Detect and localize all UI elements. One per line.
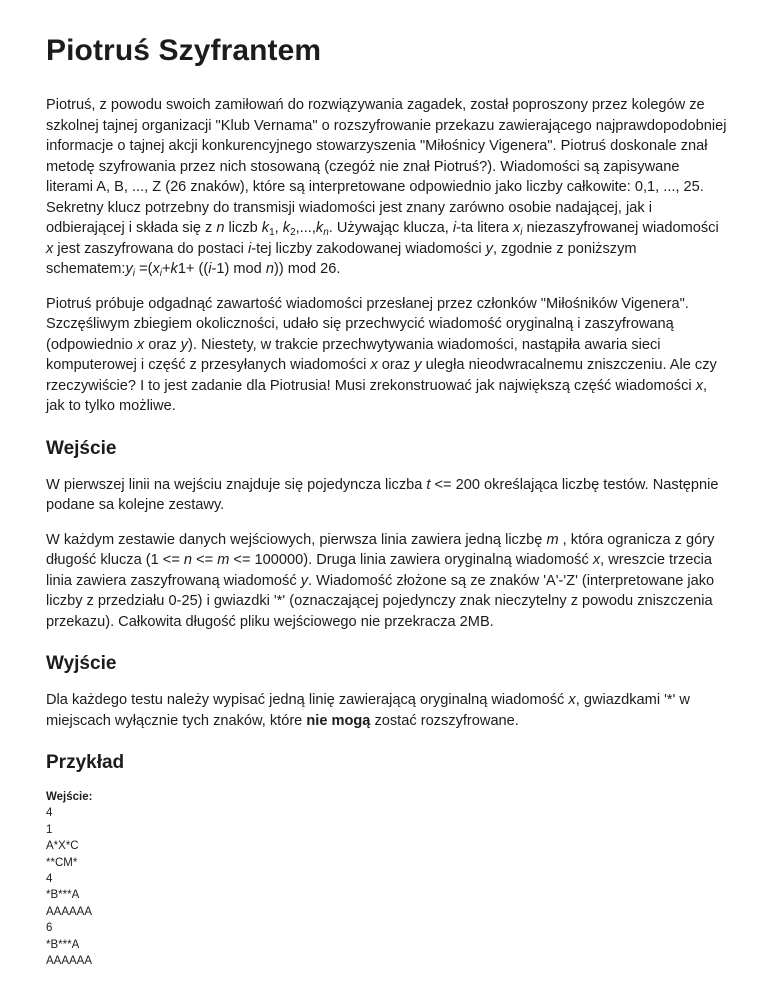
example-line: *B***A (46, 938, 80, 951)
output-paragraph: Dla każdego testu należy wypisać jedną linię zawierającą oryginalną wiadomość x, gwiazdkami '*' w miejscach wyłącznie tych znaków, które nie mogą zostać rozszyfrowane. (46, 692, 690, 729)
example-input-label: Wejście: (46, 791, 93, 803)
intro-paragraph: Piotruś, z powodu swoich zamiłowań do rozwiązywania zagadek, został poproszony przez kolegów ze szkolnej tajnej organizacji "Klub Vernama" o rozszyfrowanie przekazu zawierającego najprawdopodobniej informacje o tajnej akcji konkurencyjnego stowarzyszenia "Miłośnicy Vigenera". Piotruś doskonale znał metodę szyfrowania przez nich stosowaną (czegóż nie znał Piotruś?). Wiadomości są zapisywane literami A, B, ..., Z (26 znaków), które są interpretowane odpowiednio jako liczby całkowite: 0,1, ..., 25. Sekretny klucz potrzebny do transmisji wiadomości jest znany zarówno osobie nadającej, jak i odbierającej i składa się z n liczb $k_1$, $k_2,...,k_n$. Używając klucza, i-ta litera $x_i$ niezaszyfrowanej wiadomości x jest zaszyfrowana do postaci i-tej liczby zakodowanej wiadomości y, zgodnie z poniższym $schematem:y_i =(x_i+k1+ ((i-1)$ mod n)) mod 26. (46, 97, 727, 279)
page-title: Piotruś Szyfrantem (46, 34, 322, 67)
example-line: A*X*C (46, 840, 79, 853)
example-input-block (46, 805, 728, 969)
input-paragraph-2: W każdym zestawie danych wejściowych, pierwsza linia zawiera jedną liczbę m , która ogranicza z góry długość klucza (1 <= n <= m <= 100000). Druga linia zawiera oryginalną wiadomość x, wreszcie trzecia linia zawiera zaszyfrowaną wiadomość y. Wiadomość złożone są ze znaków 'A'-'Z' (interpretowane jako liczby z przedziału 0-25) i gwiazdki '*' (oznaczającej pojedynczy znak nieczytelny z powodu zniszczenia przekazu). Całkowita długość pliku wejściowego nie przekracza 2MB. (46, 531, 715, 630)
example-line: **CM* (46, 856, 78, 869)
output-heading: Wyjście (46, 653, 117, 674)
story-paragraph: Piotruś próbuje odgadnąć zawartość wiadomości przesłanej przez członków "Miłośników Vigenera". Szczęśliwym zbiegiem okoliczności, udało się przechwycić wiadomość oryginalną i zaszyfrowaną (odpowiednio x oraz y). Niestety, w trakcie przechwytywania wiadomości, nastąpiła awaria sieci komputerowej i część z przesyłanych wiadomości x oraz y uległa nieodwracalnemu zniszczeniu. Ale czy rzeczywiście? I to jest zadanie dla Piotrusia! Musi zrekonstruować jak największą część wiadomości x, jak to tylko możliwe. (46, 295, 717, 414)
example-line: 4 (46, 873, 53, 886)
example-line: 1 (46, 823, 53, 836)
example-line: AAAAAA (46, 955, 93, 968)
example-heading: Przykład (46, 752, 125, 773)
example-line: AAAAAA (46, 905, 93, 918)
example-line: 4 (46, 807, 53, 820)
example-line: 6 (46, 922, 53, 935)
input-paragraph-1: W pierwszej linii na wejściu znajduje się pojedyncza liczba t <= 200 określająca liczbę testów. Następnie podane sa kolejne zestawy. (46, 476, 719, 513)
input-heading: Wejście (46, 437, 117, 459)
example-line: *B***A (46, 889, 80, 902)
